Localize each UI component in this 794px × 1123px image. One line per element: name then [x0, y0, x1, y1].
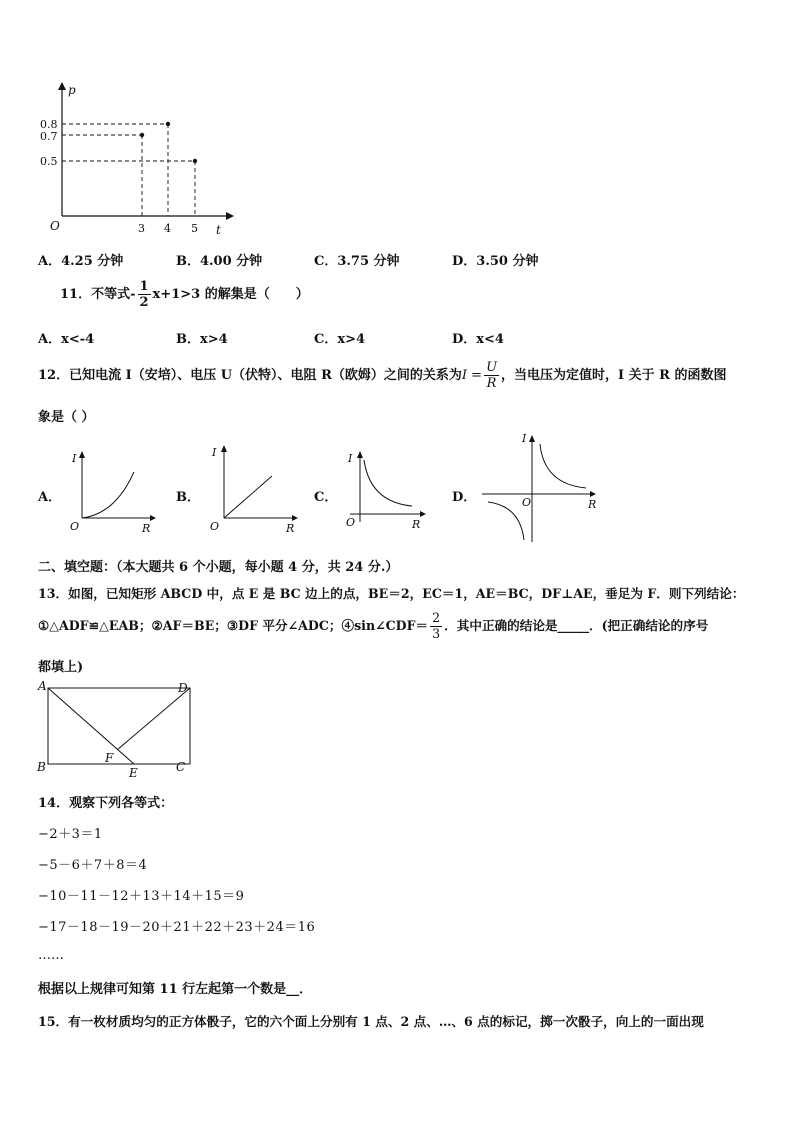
q13-line2-suffix: ．其中正确的结论是_____．(把正确结论的序号 [444, 618, 709, 633]
p-t-graph [30, 80, 240, 240]
q11-option-a: A．x<-4 [38, 332, 95, 347]
x-tick-3: 3 [138, 222, 145, 235]
q13-line2-prefix: ①△ADF≌△EAB；②AF＝BE；③DF 平分∠ADC；④sin∠CDF＝ [38, 618, 429, 633]
q13-label-e: E [129, 766, 138, 780]
q12-a-axis-r: R [142, 522, 151, 535]
q12-a-origin: O [70, 520, 80, 533]
q14-equation-3: −10－11－12＋13＋14＋15＝9 [38, 889, 245, 904]
y-tick-07: 0.7 [40, 130, 58, 143]
q11-option-d: D．x<4 [452, 332, 504, 347]
x-tick-4: 4 [164, 222, 171, 235]
q12-a-axis-i: I [72, 452, 77, 465]
q12-option-c-label: C． [314, 490, 338, 505]
q12-graph-c [336, 448, 436, 534]
q10-option-a: A．4.25 分钟 [38, 254, 124, 269]
q11-fraction [138, 280, 151, 309]
q12-formula-den: R [486, 376, 497, 391]
q14-equation-1: −2＋3＝1 [38, 827, 103, 842]
q11-option-b: B．x>4 [176, 332, 228, 347]
q10-option-c: C．3.75 分钟 [314, 254, 400, 269]
q11-option-c: C．x>4 [314, 332, 366, 347]
q12-formula-lhs: I = [461, 368, 483, 383]
q12-formula-frac [484, 361, 499, 390]
q12-d-axis-i: I [522, 432, 527, 445]
q12-d-axis-r: R [588, 498, 597, 511]
q10-option-b: B．4.00 分钟 [176, 254, 263, 269]
q13-label-a: A [38, 679, 47, 693]
q11-frac-den: 2 [139, 295, 149, 310]
q13-fraction [430, 612, 442, 640]
q14-equation-2: −5－6＋7＋8＝4 [38, 858, 148, 873]
q12-c-origin: O [346, 516, 356, 529]
q12-c-axis-r: R [412, 518, 421, 531]
q12-prefix: 12．已知电流 I（安培）、电压 U（伏特）、电阻 R（欧姆）之间的关系为 [38, 368, 462, 383]
q13-line2 [38, 606, 708, 646]
q12-b-axis-i: I [212, 446, 217, 459]
q15-line1: 15．有一枚材质均匀的正方体骰子，它的六个面上分别有 1 点、2 点、…、6 点的标记，掷一次骰子，向上的一面出现 [38, 1014, 704, 1029]
q14-equation-4: −17－18－19－20＋21＋22＋23＋24＝16 [38, 920, 316, 935]
q12-graph-a [60, 448, 160, 534]
q13-label-c: C [176, 760, 186, 774]
y-tick-05: 0.5 [40, 155, 58, 168]
q10-option-d: D．3.50 分钟 [452, 254, 539, 269]
q12-graph-b [200, 440, 300, 534]
y-axis-label: p [68, 83, 76, 97]
q12-graph-d [476, 430, 606, 544]
q11-suffix: x+1>3 的解集是（ ） [152, 287, 309, 302]
point-t3 [140, 133, 144, 137]
q12-b-origin: O [210, 520, 220, 533]
q13-label-d: D [178, 681, 188, 695]
q11-stem [60, 280, 309, 309]
origin-label: O [50, 219, 60, 233]
q12-suffix: ，当电压为定值时，I 关于 R 的函数图 [501, 368, 727, 383]
x-axis-label: t [216, 223, 221, 237]
q13-line1: 13．如图，已知矩形 ABCD 中，点 E 是 BC 边上的点，BE＝2，EC＝1，AE＝BC，DF⊥AE，垂足为 F．则下列结论： [38, 586, 745, 601]
q13-line3: 都填上) [38, 660, 84, 675]
point-t5 [193, 159, 197, 163]
q12-stem-line2: 象是（ ） [38, 410, 95, 425]
q14-question: 根据以上规律可知第 11 行左起第一个数是__． [38, 982, 313, 997]
point-t4 [166, 122, 170, 126]
q13-frac-num: 2 [432, 610, 441, 626]
y-tick-08: 0.8 [40, 118, 58, 131]
q12-option-d-label: D． [452, 490, 477, 505]
q13-rectangle-figure [34, 678, 204, 782]
q14-title: 14．观察下列各等式： [38, 796, 174, 811]
x-tick-5: 5 [191, 222, 198, 235]
q12-c-axis-i: I [348, 452, 353, 465]
q13-label-f: F [105, 751, 114, 765]
q12-option-b-label: B． [176, 490, 200, 505]
q12-stem-line1 [38, 358, 727, 394]
q14-ellipsis: …… [38, 948, 64, 963]
q12-formula-num: U [486, 360, 498, 375]
q12-d-origin: O [522, 496, 532, 509]
q13-label-b: B [37, 760, 46, 774]
q12-option-a-label: A． [38, 490, 62, 505]
section2-title: 二、填空题：（本大题共 6 个小题，每小题 4 分，共 24 分.） [38, 560, 399, 575]
q11-prefix: 11．不等式- [60, 287, 136, 302]
q11-frac-num: 1 [139, 279, 149, 294]
q12-b-axis-r: R [286, 522, 295, 535]
q13-frac-den: 3 [432, 626, 441, 641]
